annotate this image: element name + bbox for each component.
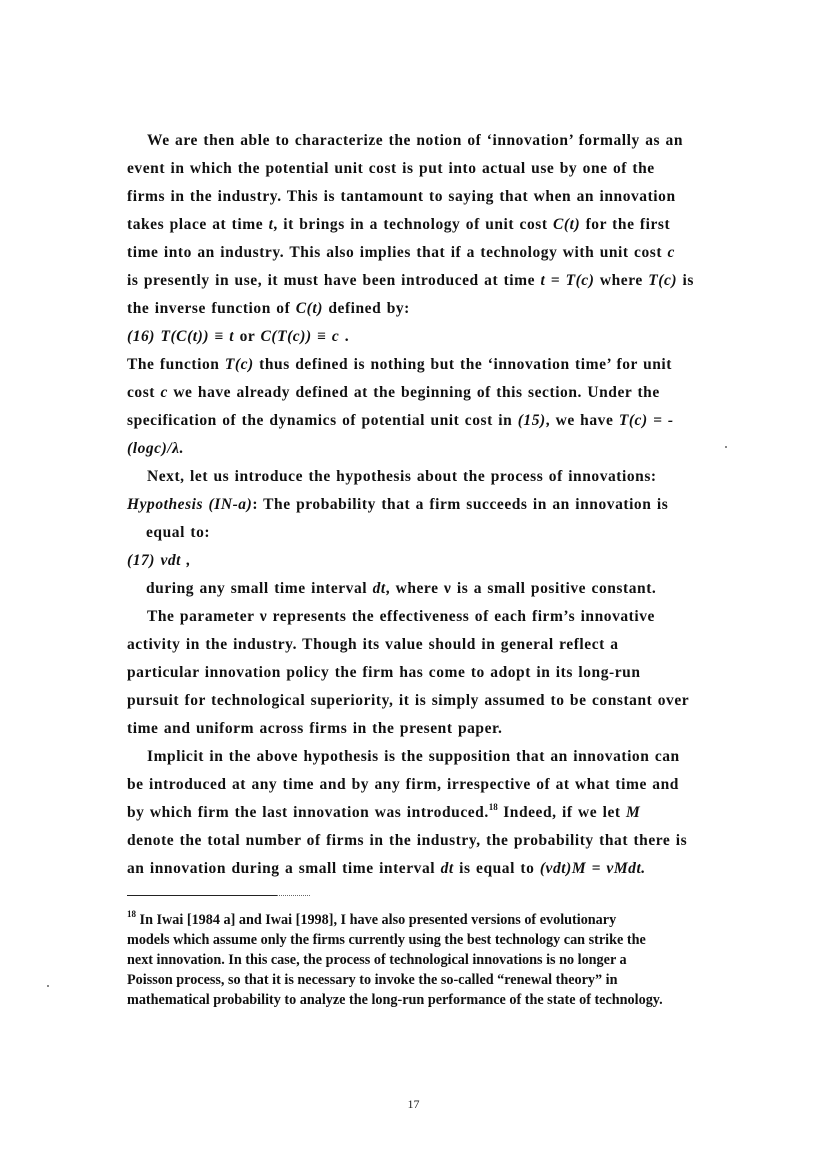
body-line: cost c we have already defined at the beginning of this section. Under the: [127, 384, 660, 401]
footnote-separator-tail: [277, 895, 310, 896]
body-line: We are then able to characterize the notion of ‘innovation’ formally as an: [147, 132, 684, 149]
footnote-line: mathematical probability to analyze the long-run performance of the state of technology.: [127, 992, 663, 1008]
body-line: pursuit for technological superiority, it is simply assumed to be constant over: [127, 692, 690, 709]
footnote-line: $^{18}$ In Iwai [1984 a] and Iwai [1998], I have also presented versions of evolutionary: [127, 909, 617, 928]
body-line: the inverse function of C(t) defined by:: [127, 300, 410, 317]
body-line: time into an industry. This also implies that if a technology with unit cost c: [127, 244, 675, 261]
footnote-line: next innovation. In this case, the process of technological innovations is no longer a: [127, 952, 627, 968]
scan-speck: [47, 985, 49, 987]
body-line: event in which the potential unit cost is put into actual use by one of the: [127, 160, 655, 177]
body-line: The function T(c) thus defined is nothing but the ‘innovation time’ for unit: [127, 356, 672, 373]
footnote-separator: [127, 895, 277, 896]
equation-17: (17) vdt ,: [127, 552, 191, 569]
body-line: specification of the dynamics of potential unit cost in (15), we have T(c) = -: [127, 412, 674, 429]
body-line: equal to:: [146, 524, 211, 541]
hypothesis-line: Hypothesis (IN-a): The probability that a firm succeeds in an innovation is: [127, 496, 669, 513]
body-line: takes place at time t, it brings in a technology of unit cost C(t) for the first: [127, 216, 671, 233]
body-line: Implicit in the above hypothesis is the supposition that an innovation can: [147, 748, 680, 765]
footnote-line: Poisson process, so that it is necessary to invoke the so-called “renewal theory” in: [127, 972, 618, 988]
body-line: be introduced at any time and by any firm, irrespective of at what time and: [127, 776, 679, 793]
scan-speck: [725, 446, 727, 448]
body-line: The parameter ν represents the effectiveness of each firm’s innovative: [147, 608, 655, 625]
body-line: (logc)/λ.: [127, 440, 185, 457]
body-line: time and uniform across firms in the present paper.: [127, 720, 503, 737]
body-line: activity in the industry. Though its value should in general reflect a: [127, 636, 619, 653]
body-line: is presently in use, it must have been introduced at time t = T(c) where T(c) is: [127, 272, 694, 289]
body-line: firms in the industry. This is tantamount to saying that when an innovation: [127, 188, 676, 205]
body-line: denote the total number of firms in the industry, the probability that there is: [127, 832, 688, 849]
body-line: an innovation during a small time interval dt is equal to (vdt)M = vMdt.: [127, 860, 646, 877]
page-number: 17: [407, 1097, 420, 1111]
footnote-marker: 18: [127, 909, 136, 919]
equation-16: (16) T(C(t)) ≡ t or C(T(c)) ≡ c .: [127, 328, 350, 345]
body-line: particular innovation policy the firm has come to adopt in its long-run: [127, 664, 641, 681]
footnote-line: models which assume only the firms currently using the best technology can strike the: [127, 932, 646, 948]
body-line: during any small time interval dt, where ν is a small positive constant.: [146, 580, 657, 597]
footnote-ref: 18: [488, 802, 498, 812]
body-line: by which firm the last innovation was introduced.$^{18}$ Indeed, if we let M: [127, 802, 641, 821]
body-line: Next, let us introduce the hypothesis about the process of innovations:: [147, 468, 657, 485]
